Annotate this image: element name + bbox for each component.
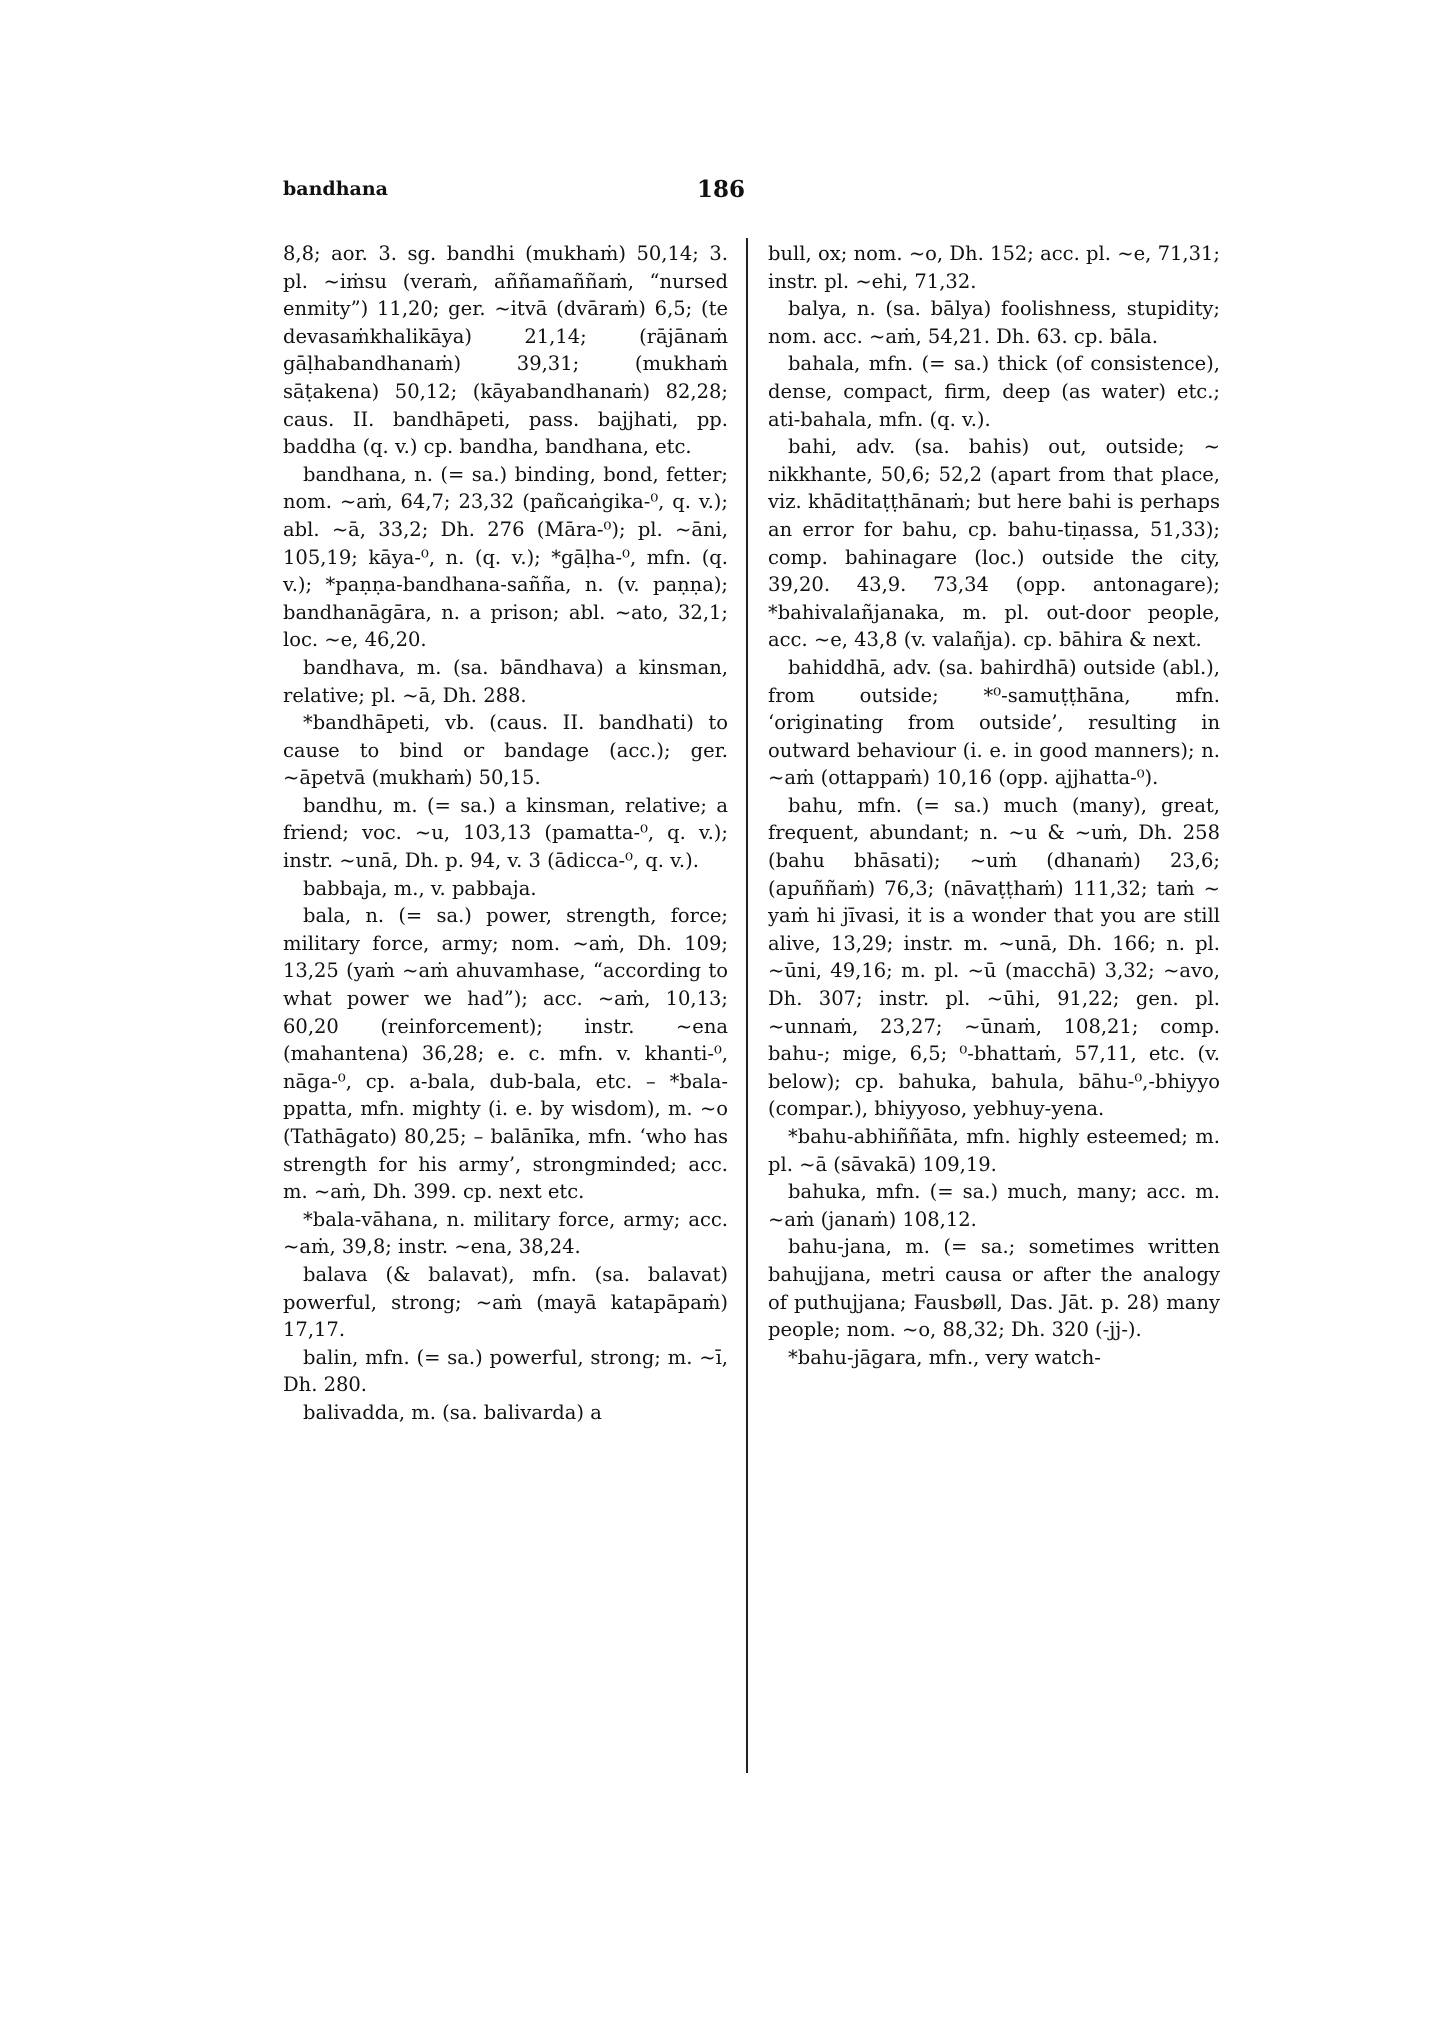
entry-bandhava: bandhava, m. (sa. bāndhava) a kinsman, relative; pl. ~ā, Dh. 288.	[283, 655, 728, 707]
entry-balivadda-continuation: bull, ox; nom. ~o, Dh. 152; acc. pl. ~e, 71,31; instr. pl. ~ehi, 71,32.	[768, 242, 1220, 293]
entry-bahu-jagara: *bahu-jāgara, mfn., very watch-	[788, 1345, 1101, 1369]
entry-bala-vahana: *bala-vāhana, n. military force, army; acc. ~aṁ, 39,8; instr. ~ena, 38,24.	[283, 1207, 728, 1259]
entry-bahala: bahala, mfn. (= sa.) thick (of consistence), dense, compact, firm, deep (as water) etc.; ati-bahala, mfn. (q. v.).	[768, 352, 1220, 431]
column-divider	[746, 238, 748, 1773]
entry-babbaja: babbaja, m., v. pabbaja.	[303, 876, 537, 900]
entry-balin: balin, mfn. (= sa.) powerful, strong; m. ~ī, Dh. 280.	[283, 1345, 728, 1397]
entry-continuation: 8,8; aor. 3. sg. bandhi (mukhaṁ) 50,14; 3. pl. ~iṁsu (veraṁ, aññamaññaṁ, “nursed enmity”) 11,20; ger. ~itvā (dvāraṁ) 6,5; (te devasaṁkhalikāya) 21,14; (rājānaṁ gāḷhabandhanaṁ) 39,31; (mukhaṁ sāṭakena) 50,12; (kāyabandhanaṁ) 82,28; caus. II. bandhāpeti, pass. bajjhati, pp. baddha (q. v.) cp. bandha, bandhana, etc.	[283, 242, 728, 459]
entry-bandhu: bandhu, m. (= sa.) a kinsman, relative; a friend; voc. ~u, 103,13 (pamatta-⁰, q. v.); instr. ~unā, Dh. p. 94, v. 3 (ādicca-⁰, q. v.).	[283, 793, 728, 873]
entry-bahiddha: bahiddhā, adv. (sa. bahirdhā) outside (abl.), from outside; *⁰-samuṭṭhāna, mfn. ‘originating from outside’, resulting in outward behaviour (i. e. in good manners); n. ~aṁ (ottappaṁ) 10,16 (opp. ajjhatta-⁰).	[768, 655, 1220, 790]
right-column	[768, 240, 1220, 1371]
entry-bala: bala, n. (= sa.) power, strength, force; military force, army; nom. ~aṁ, Dh. 109; 13,25 (yaṁ ~aṁ ahuvamhase, “according to what power we had”); acc. ~aṁ, 10,13; 60,20 (reinforcement); instr. ~ena (mahantena) 36,28; e. c. mfn. v. khanti-⁰, nāga-⁰, cp. a-bala, dub-bala, etc. – *bala-ppatta, mfn. mighty (i. e. by wisdom), m. ~o (Tathāgato) 80,25; – balānīka, mfn. ‘who has strength for his army’, strongminded; acc. m. ~aṁ, Dh. 399. cp. next etc.	[283, 904, 728, 1204]
entry-bahuka: bahuka, mfn. (= sa.) much, many; acc. m. ~aṁ (janaṁ) 108,12.	[768, 1180, 1220, 1231]
running-headword: bandhana	[283, 178, 388, 200]
left-column	[283, 240, 728, 1427]
entry-balava: balava (& balavat), mfn. (sa. balavat) powerful, strong; ~aṁ (mayā katapāpaṁ) 17,17.	[283, 1262, 728, 1342]
entry-bandhapeti: *bandhāpeti, vb. (caus. II. bandhati) to cause to bind or bandage (acc.); ger. ~āpetvā (mukhaṁ) 50,15.	[283, 711, 728, 790]
entry-balivadda: balivadda, m. (sa. balivarda) a	[303, 1400, 602, 1424]
page-number: 186	[697, 176, 746, 203]
entry-bahu-abhinnata: *bahu-abhiññāta, mfn. highly esteemed; m. pl. ~ā (sāvakā) 109,19.	[768, 1125, 1220, 1176]
entry-bahu: bahu, mfn. (= sa.) much (many), great, frequent, abundant; n. ~u & ~uṁ, Dh. 258 (bahu bhāsati); ~uṁ (dhanaṁ) 23,6; (apuññaṁ) 76,3; (nāvaṭṭhaṁ) 111,32; taṁ ~ yaṁ hi jīvasi, it is a wonder that you are still alive, 13,29; instr. m. ~unā, Dh. 166; n. pl. ~ūni, 49,16; m. pl. ~ū (macchā) 3,32; ~avo, Dh. 307; instr. pl. ~ūhi, 91,22; gen. pl. ~unnaṁ, 23,27; ~ūnaṁ, 108,21; comp. bahu-; mige, 6,5; ⁰-bhattaṁ, 57,11, etc. (v. below); cp. bahuka, bahula, bāhu-⁰,-bhiyyo (compar.), bhiyyoso, yebhuy-yena.	[768, 793, 1220, 1121]
entry-balya: balya, n. (sa. bālya) foolishness, stupidity; nom. acc. ~aṁ, 54,21. Dh. 63. cp. bāla.	[768, 297, 1220, 348]
entry-bahi: bahi, adv. (sa. bahis) out, outside; ~ nikkhante, 50,6; 52,2 (apart from that place, viz. khāditaṭṭhānaṁ; but here bahi is perhaps an error for bahu, cp. bahu-tiṇassa, 51,33); comp. bahinagare (loc.) outside the city, 39,20. 43,9. 73,34 (opp. antonagare); *bahivalañjanaka, m. pl. out-door people, acc. ~e, 43,8 (v. valañja). cp. bāhira & next.	[768, 435, 1220, 652]
entry-bandhana: bandhana, n. (= sa.) binding, bond, fetter; nom. ~aṁ, 64,7; 23,32 (pañcaṅgika-⁰, q. v.); abl. ~ā, 33,2; Dh. 276 (Māra-⁰); pl. ~āni, 105,19; kāya-⁰, n. (q. v.); *gāḷha-⁰, mfn. (q. v.); *paṇṇa-bandhana-sañña, n. (v. paṇṇa); bandhanāgāra, n. a prison; abl. ~ato, 32,1; loc. ~e, 46,20.	[283, 462, 728, 652]
entry-bahu-jana: bahu-jana, m. (= sa.; sometimes written bahujjana, metri causa or after the analogy of puthujjana; Fausbøll, Das. Jāt. p. 28) many people; nom. ~o, 88,32; Dh. 320 (-jj-).	[768, 1235, 1220, 1342]
